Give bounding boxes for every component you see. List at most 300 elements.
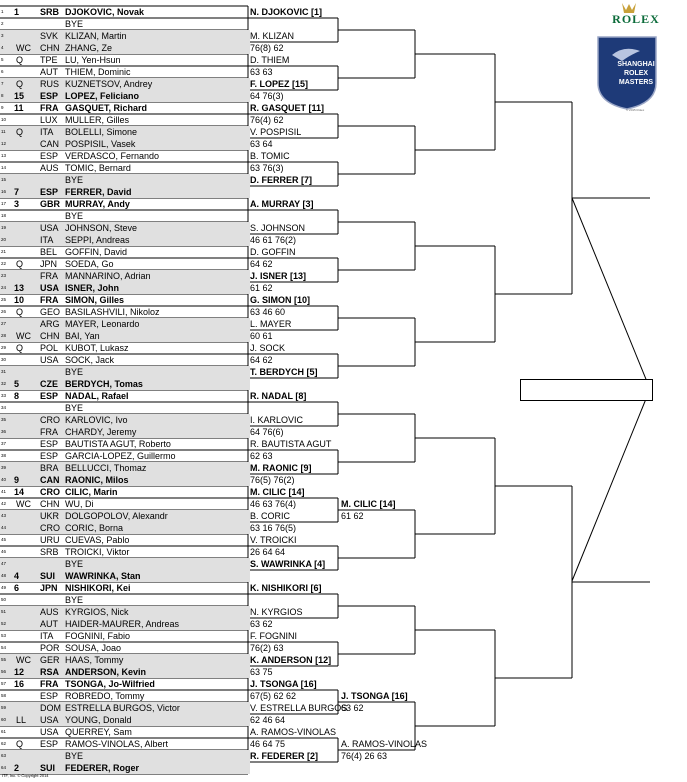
draw-position: 61 [1, 729, 7, 734]
draw-row [0, 282, 250, 294]
player-name: SOEDA, Go [65, 259, 114, 269]
player-name: TSONGA, Jo-Wilfried [65, 679, 155, 689]
draw-position: 42 [1, 501, 7, 506]
draw-position: 18 [1, 213, 7, 218]
country-code: URU [40, 535, 60, 545]
player-name: ANDERSON, Kevin [65, 667, 147, 677]
round3-score: 61 62 [341, 511, 364, 521]
player-name: YOUNG, Donald [65, 715, 132, 725]
country-code: RSA [40, 667, 60, 677]
draw-row [0, 210, 250, 222]
final-winner-box [520, 379, 653, 401]
entry-status: WC [16, 499, 31, 509]
round2-score: 63 16 76(5) [250, 523, 297, 533]
round2-score: 62 46 64 [250, 715, 286, 725]
entry-status: LL [16, 715, 27, 725]
seed-number: 6 [14, 583, 20, 593]
country-code: CHN [40, 331, 60, 341]
round2-score: 63 63 [250, 67, 273, 77]
player-name: SOCK, Jack [65, 355, 115, 365]
draw-row [0, 714, 250, 726]
round2-winner: S. WAWRINKA [4] [250, 559, 326, 569]
draw-position: 26 [1, 309, 7, 314]
player-name: ESTRELLA BURGOS, Victor [65, 703, 180, 713]
draw-position: 15 [1, 177, 7, 182]
country-code: CRO [40, 523, 60, 533]
round2-score: 76(8) 62 [250, 43, 284, 53]
round2-winner: K. ANDERSON [12] [250, 655, 332, 665]
draw-position: 33 [1, 393, 7, 398]
draw-position: 24 [1, 285, 7, 290]
draw-position: 3 [1, 33, 4, 38]
round2-winner: T. BERDYCH [5] [250, 367, 318, 377]
seed-number: 2 [14, 763, 20, 773]
draw-position: 59 [1, 705, 7, 710]
country-code: DOM [40, 703, 61, 713]
round2-score: 64 76(6) [250, 427, 284, 437]
draw-row [0, 30, 250, 42]
country-code: CAN [40, 139, 60, 149]
country-code: CAN [40, 475, 60, 485]
draw-row [0, 150, 250, 162]
draw-position: 28 [1, 333, 7, 338]
round2-winner: D. FERRER [7] [250, 175, 313, 185]
player-name: DJOKOVIC, Novak [65, 7, 145, 17]
country-code: SUI [40, 571, 56, 581]
country-code: SUI [40, 763, 56, 773]
draw-row [0, 498, 250, 510]
round2-winner: A. RAMOS-VINOLAS [250, 727, 337, 737]
round2-winner: R. GASQUET [11] [250, 103, 325, 113]
draw-row [0, 306, 250, 318]
seed-number: 15 [14, 91, 25, 101]
country-code: FRA [40, 295, 59, 305]
player-name: FERRER, David [65, 187, 132, 197]
entry-status: WC [16, 331, 31, 341]
country-code: BRA [40, 463, 59, 473]
draw-position: 11 [1, 129, 6, 134]
draw-row [0, 606, 250, 618]
player-name: GARCIA-LOPEZ, Guillermo [65, 451, 176, 461]
country-code: SRB [40, 547, 59, 557]
draw-row [0, 18, 250, 30]
country-code: CHN [40, 499, 60, 509]
round2-winner: R. BAUTISTA AGUT [250, 439, 332, 449]
round2-winner: J. TSONGA [16] [250, 679, 317, 689]
player-name: WU, Di [65, 499, 94, 509]
draw-row [0, 186, 250, 198]
country-code: FRA [40, 427, 58, 437]
player-name: FEDERER, Roger [65, 763, 140, 773]
country-code: CHN [40, 43, 60, 53]
player-name: VERDASCO, Fernando [65, 151, 160, 161]
draw-position: 9 [1, 105, 4, 110]
final-diagonal-bottom [572, 389, 650, 581]
draw-position: 47 [1, 561, 7, 566]
seed-number: 5 [14, 379, 20, 389]
draw-row [0, 570, 250, 582]
player-name: BYE [65, 367, 84, 377]
round2-score: 46 61 76(2) [250, 235, 297, 245]
draw-row [0, 666, 250, 678]
entry-status: Q [16, 127, 24, 137]
seed-number: 12 [14, 667, 25, 677]
country-code: BEL [40, 247, 58, 257]
draw-position: 50 [1, 597, 7, 602]
player-name: TOMIC, Bernard [65, 163, 131, 173]
draw-position: 54 [1, 645, 7, 650]
entry-status: Q [16, 739, 24, 749]
draw-row [0, 726, 250, 738]
draw-position: 57 [1, 681, 7, 686]
round2-winner: J. SOCK [250, 343, 286, 353]
draw-position: 4 [1, 45, 4, 50]
round3-winner: M. CILIC [14] [341, 499, 396, 509]
draw-row [0, 78, 250, 90]
draw-row [0, 654, 250, 666]
draw-position: 8 [1, 93, 4, 98]
draw-row [0, 510, 250, 522]
country-code: ESP [40, 739, 59, 749]
player-name: BYE [65, 175, 84, 185]
draw-position: 60 [1, 717, 7, 722]
badge-line-3: MASTERS [618, 79, 654, 86]
seed-number: 16 [14, 679, 25, 689]
draw-position: 7 [1, 81, 4, 86]
draw-position: 14 [1, 165, 7, 170]
draw-position: 45 [1, 537, 7, 542]
country-code: CZE [40, 379, 58, 389]
draw-row [0, 558, 250, 570]
draw-row [0, 330, 250, 342]
draw-position: 17 [1, 201, 7, 206]
badge-line-2: ROLEX [623, 70, 649, 77]
round2-winner: B. CORIC [250, 511, 291, 521]
round2-score: 64 62 [250, 259, 273, 269]
player-name: BAI, Yan [65, 331, 100, 341]
player-name: BYE [65, 751, 84, 761]
draw-position: 44 [1, 525, 7, 530]
draw-row [0, 450, 250, 462]
draw-position: 38 [1, 453, 7, 458]
draw-position: 46 [1, 549, 7, 554]
country-code: ESP [40, 187, 59, 197]
country-code: FRA [40, 103, 59, 113]
player-name: KLIZAN, Martin [65, 31, 127, 41]
country-code: ITA [40, 127, 54, 137]
country-code: POL [40, 343, 59, 353]
draw-row [0, 546, 250, 558]
draw-row [0, 54, 250, 66]
draw-row [0, 738, 250, 750]
round2-winner: G. SIMON [10] [250, 295, 311, 305]
player-name: KYRGIOS, Nick [65, 607, 129, 617]
draw-position: 23 [1, 273, 7, 278]
draw-row [0, 702, 250, 714]
player-name: NISHIKORI, Kei [65, 583, 131, 593]
round3-winner: A. RAMOS-VINOLAS [341, 739, 428, 749]
draw-position: 21 [1, 249, 7, 254]
country-code: ESP [40, 391, 59, 401]
draw-position: 32 [1, 381, 7, 386]
country-code: POR [40, 643, 60, 653]
country-code: LUX [40, 115, 58, 125]
player-name: MANNARINO, Adrian [65, 271, 151, 281]
draw-position: 49 [1, 585, 7, 590]
draw-row [0, 114, 250, 126]
round2-score: 63 76(3) [250, 163, 284, 173]
country-code: FRA [40, 271, 58, 281]
player-name: KUBOT, Lukasz [65, 343, 129, 353]
draw-row [0, 750, 250, 762]
country-code: ESP [40, 439, 59, 449]
draw-row [0, 690, 250, 702]
player-name: CUEVAS, Pablo [65, 535, 130, 545]
player-name: MURRAY, Andy [65, 199, 130, 209]
draw-position: 29 [1, 345, 7, 350]
round2-winner: V. POSPISIL [250, 127, 302, 137]
draw-position: 5 [1, 57, 4, 62]
draw-row [0, 462, 250, 474]
player-name: BYE [65, 211, 84, 221]
round2-winner: V. TROICKI [250, 535, 297, 545]
seed-number: 3 [14, 199, 20, 209]
draw-position: 55 [1, 657, 7, 662]
seed-number: 9 [14, 475, 20, 485]
entry-status: Q [16, 343, 24, 353]
seed-number: 11 [14, 103, 24, 113]
country-code: ESP [40, 151, 59, 161]
country-code: RUS [40, 79, 60, 89]
country-code: SRB [40, 7, 60, 17]
draw-row [0, 66, 250, 78]
draw-row [0, 258, 250, 270]
entry-status: WC [16, 655, 31, 665]
draw-row [0, 486, 250, 498]
country-code: GBR [40, 199, 60, 209]
seed-number: 8 [14, 391, 20, 401]
country-code: SVK [40, 31, 59, 41]
player-name: DOLGOPOLOV, Alexandr [65, 511, 168, 521]
player-name: THIEM, Dominic [65, 67, 131, 77]
player-name: BYE [65, 19, 84, 29]
player-name: NADAL, Rafael [65, 391, 129, 401]
player-name: JOHNSON, Steve [65, 223, 138, 233]
draw-row [0, 594, 250, 606]
draw-position: 31 [1, 369, 7, 374]
draw-row [0, 222, 250, 234]
player-name: RAMOS-VINOLAS, Albert [65, 739, 169, 749]
draw-row [0, 534, 250, 546]
round2-winner: J. ISNER [13] [250, 271, 307, 281]
player-name: LOPEZ, Feliciano [65, 91, 140, 101]
draw-position: 16 [1, 189, 7, 194]
player-name: GASQUET, Richard [65, 103, 148, 113]
player-name: QUERREY, Sam [65, 727, 132, 737]
country-code: ESP [40, 91, 59, 101]
draw-position: 64 [1, 765, 7, 770]
round2-winner: N. KYRGIOS [250, 607, 303, 617]
round2-score: 61 62 [250, 283, 273, 293]
player-name: SOUSA, Joao [65, 643, 122, 653]
seed-number: 14 [14, 487, 25, 497]
player-name: HAIDER-MAURER, Andreas [65, 619, 180, 629]
player-name: RAONIC, Milos [65, 475, 129, 485]
draw-position: 39 [1, 465, 7, 470]
draw-position: 12 [1, 141, 7, 146]
country-code: FRA [40, 679, 59, 689]
draw-row [0, 342, 250, 354]
round2-score: 63 62 [250, 619, 273, 629]
player-name: BYE [65, 595, 84, 605]
player-name: MULLER, Gilles [65, 115, 130, 125]
player-name: TROICKI, Viktor [65, 547, 130, 557]
draw-row [0, 234, 250, 246]
round3-score: 63 62 [341, 703, 364, 713]
draw-position: 27 [1, 321, 7, 326]
country-code: USA [40, 715, 59, 725]
draw-position: 25 [1, 297, 7, 302]
country-code: AUT [40, 67, 58, 77]
draw-row [0, 102, 250, 114]
round2-winner: L. MAYER [250, 319, 292, 329]
draw-row [0, 162, 250, 174]
draw-position: 1 [1, 9, 4, 14]
round2-winner: M. RAONIC [9] [250, 463, 312, 473]
round2-winner: K. NISHIKORI [6] [250, 583, 322, 593]
draw-row [0, 582, 250, 594]
draw-row [0, 618, 250, 630]
draw-row [0, 630, 250, 642]
country-code: JPN [40, 583, 58, 593]
round3-winner: J. TSONGA [16] [341, 691, 408, 701]
round2-score: 76(4) 62 [250, 115, 284, 125]
player-name: BYE [65, 559, 84, 569]
draw-position: 51 [1, 609, 7, 614]
entry-status: Q [16, 307, 24, 317]
country-code: USA [40, 283, 60, 293]
badge-text [596, 60, 676, 87]
draw-row [0, 678, 250, 690]
round2-winner: A. MURRAY [3] [250, 199, 314, 209]
round2-score: 63 46 60 [250, 307, 286, 317]
draw-row [0, 294, 250, 306]
draw-row [0, 138, 250, 150]
round2-winner: M. KLIZAN [250, 31, 295, 41]
country-code: GEO [40, 307, 61, 317]
country-code: ARG [40, 319, 60, 329]
draw-position: 13 [1, 153, 7, 158]
round2-score: 60 61 [250, 331, 273, 341]
player-name: BYE [65, 403, 84, 413]
player-name: ISNER, John [65, 283, 120, 293]
draw-row [0, 414, 250, 426]
entry-status: Q [16, 55, 24, 65]
player-name: WAWRINKA, Stan [65, 571, 141, 581]
badge-copyright: © 2015 Rolex [626, 108, 645, 112]
round2-score: 76(2) 63 [250, 643, 284, 653]
country-code: ITA [40, 235, 54, 245]
draw-row [0, 474, 250, 486]
round2-score: 63 64 [250, 139, 273, 149]
country-code: TPE [40, 55, 58, 65]
entry-status: Q [16, 259, 24, 269]
player-name: ROBREDO, Tommy [65, 691, 145, 701]
round2-score: 67(5) 62 62 [250, 691, 297, 701]
round2-winner: M. CILIC [14] [250, 487, 305, 497]
draw-position: 20 [1, 237, 7, 242]
country-code: ESP [40, 691, 59, 701]
draw-row [0, 426, 250, 438]
draw-position: 40 [1, 477, 7, 482]
player-name: SEPPI, Andreas [65, 235, 130, 245]
player-name: SIMON, Gilles [65, 295, 125, 305]
round3-score: 76(4) 26 63 [341, 751, 388, 761]
seed-number: 1 [14, 7, 20, 17]
country-code: ITA [40, 631, 54, 641]
round2-winner: B. TOMIC [250, 151, 290, 161]
draw-position: 52 [1, 621, 7, 626]
country-code: GER [40, 655, 60, 665]
draw-row [0, 318, 250, 330]
country-code: USA [40, 223, 59, 233]
draw-position: 36 [1, 429, 7, 434]
player-name: CILIC, Marin [65, 487, 118, 497]
player-name: BERDYCH, Tomas [65, 379, 143, 389]
draw-row [0, 642, 250, 654]
draw-position: 19 [1, 225, 7, 230]
seed-number: 7 [14, 187, 20, 197]
round2-winner: F. LOPEZ [15] [250, 79, 309, 89]
draw-position: 37 [1, 441, 7, 446]
country-code: CRO [40, 415, 60, 425]
draw-position: 62 [1, 741, 7, 746]
round2-score: 46 63 76(4) [250, 499, 297, 509]
draw-position: 58 [1, 693, 7, 698]
final-diagonal-top [572, 198, 650, 389]
entry-status: Q [16, 79, 24, 89]
player-name: BASILASHVILI, Nikoloz [65, 307, 160, 317]
draw-row [0, 354, 250, 366]
draw-position: 22 [1, 261, 7, 266]
player-name: FOGNINI, Fabio [65, 631, 131, 641]
player-name: BELLUCCI, Thomaz [65, 463, 147, 473]
draw-row [0, 366, 250, 378]
draw-row [0, 378, 250, 390]
draw-position: 35 [1, 417, 7, 422]
player-name: BOLELLI, Simone [65, 127, 138, 137]
player-name: GOFFIN, David [65, 247, 128, 257]
round2-winner: F. FOGNINI [250, 631, 297, 641]
draw-row [0, 246, 250, 258]
draw-position: 10 [1, 117, 7, 122]
country-code: ESP [40, 451, 59, 461]
entry-status: WC [16, 43, 31, 53]
country-code: AUS [40, 163, 59, 173]
draw-row [0, 522, 250, 534]
player-name: HAAS, Tommy [65, 655, 124, 665]
player-name: BAUTISTA AGUT, Roberto [65, 439, 171, 449]
round2-winner: R. FEDERER [2] [250, 751, 319, 761]
draw-row [0, 198, 250, 210]
draw-position: 30 [1, 357, 7, 362]
draw-row [0, 438, 250, 450]
country-code: UKR [40, 511, 60, 521]
player-name: KARLOVIC, Ivo [65, 415, 128, 425]
draw-row [0, 42, 250, 54]
round2-score: 46 64 75 [250, 739, 286, 749]
country-code: JPN [40, 259, 58, 269]
